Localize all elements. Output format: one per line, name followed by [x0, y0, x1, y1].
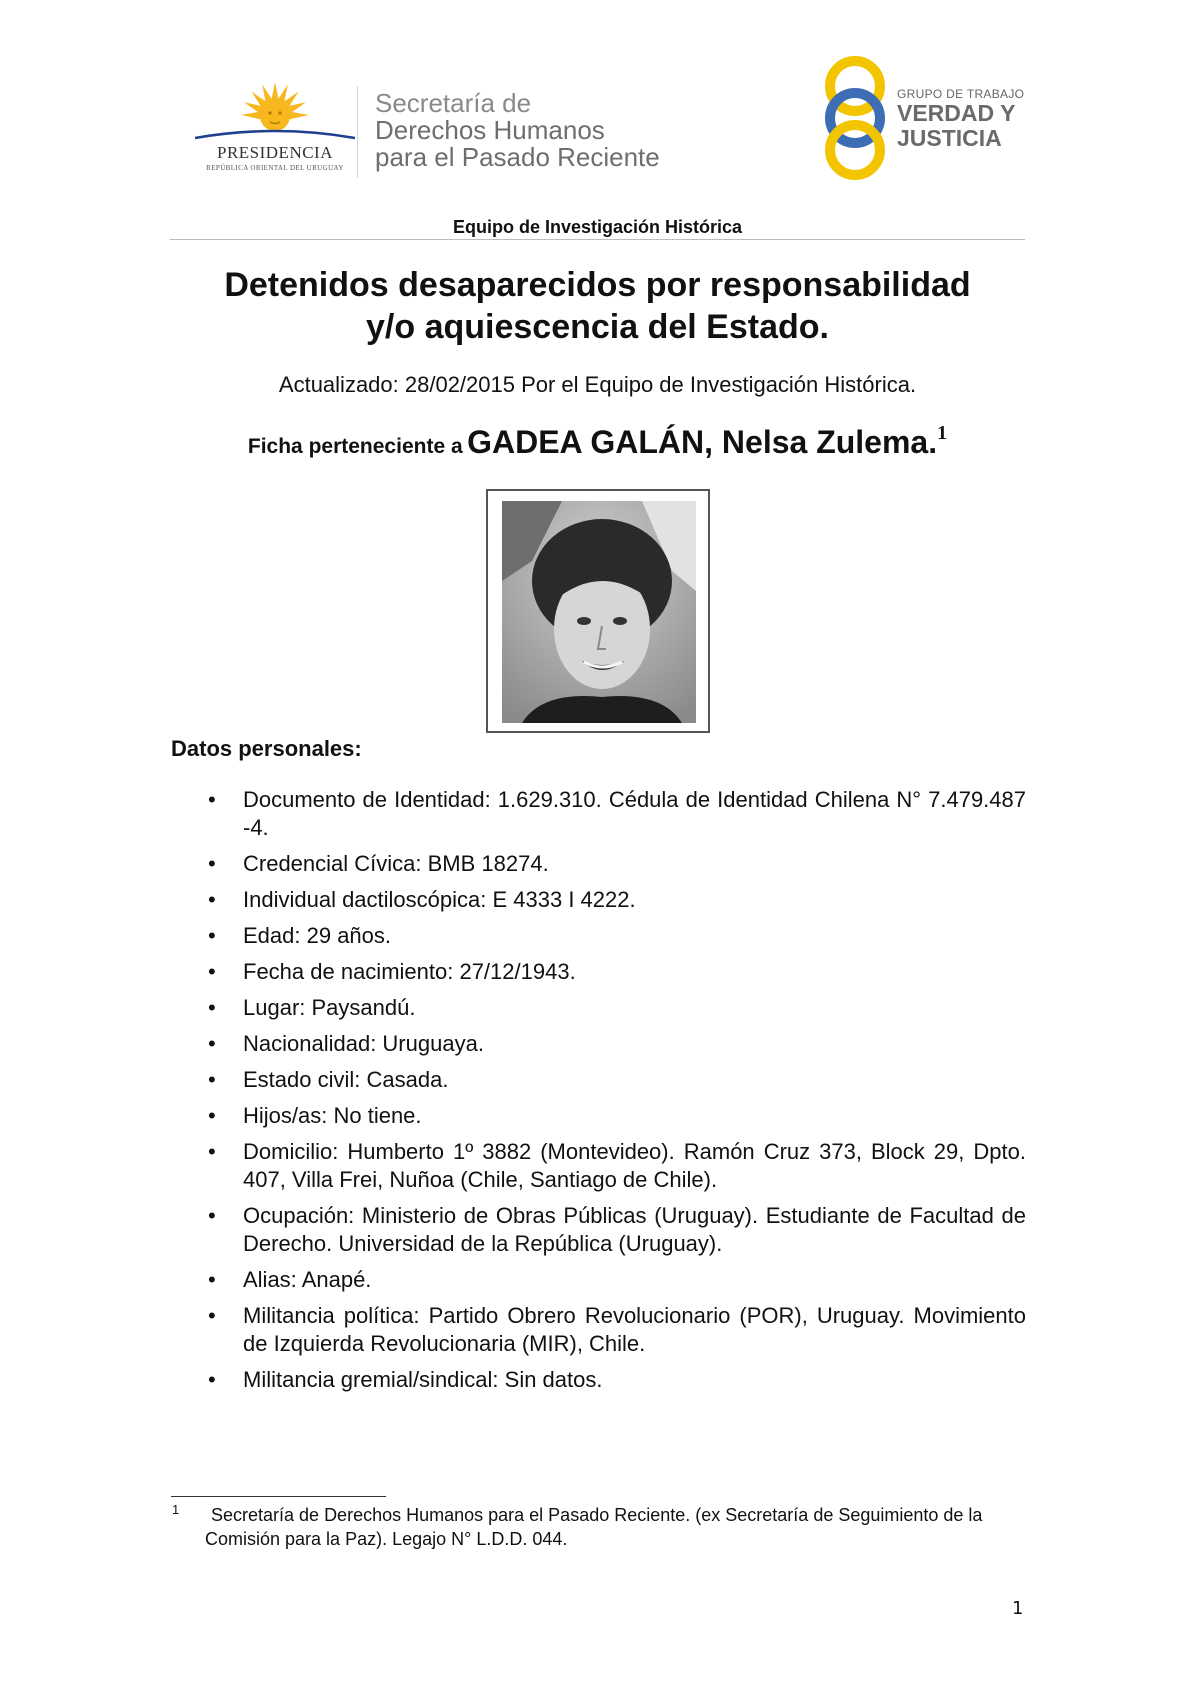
- secretaria-line-2: Derechos Humanos: [375, 115, 605, 145]
- footnote-text: Secretaría de Derechos Humanos para el Pasado Reciente. (ex Secretaría de Seguimiento de la Comisión para la Paz). Legajo N° L.D.D. 044.: [205, 1505, 983, 1549]
- grupo-line-2: VERDAD Y: [897, 100, 1016, 126]
- list-item: • Nacionalidad: Uruguaya.: [208, 1031, 484, 1056]
- bullet-icon: •: [208, 787, 216, 812]
- list-item: • Fecha de nacimiento: 27/12/1943.: [208, 959, 576, 984]
- bullet-icon: •: [208, 1203, 216, 1228]
- bullet-icon: •: [208, 1103, 216, 1128]
- footnote-rule: [171, 1496, 386, 1497]
- presidencia-subtitle: REPÚBLICA ORIENTAL DEL URUGUAY: [206, 164, 344, 172]
- running-header: Equipo de Investigación Histórica: [452, 217, 743, 237]
- portrait-photo: [502, 501, 696, 723]
- list-item: • Individual dactiloscópica: E 4333 I 4222.: [208, 887, 636, 912]
- header-rule: [170, 239, 1025, 240]
- bullet-icon: •: [208, 959, 216, 984]
- secretaria-logo-text: [375, 90, 660, 171]
- updated-line: Actualizado: 28/02/2015 Por el Equipo de Investigación Histórica.: [278, 372, 917, 397]
- ficha-line: [170, 422, 1025, 461]
- list-item: • Documento de Identidad: 1.629.310. Cédula de Identidad Chilena N° 7.479.487 -4.: [208, 787, 1026, 840]
- bullet-icon: •: [208, 1303, 216, 1328]
- bullet-icon: •: [208, 995, 216, 1020]
- datos-personales-list: [208, 786, 1026, 1402]
- presidencia-label: PRESIDENCIA: [216, 143, 333, 162]
- grupo-line-3: JUSTICIA: [897, 125, 1002, 151]
- bullet-icon: •: [208, 851, 216, 876]
- page-number: 1: [1012, 1598, 1024, 1619]
- list-item: • Militancia política: Partido Obrero Revolucionario (POR), Uruguay. Movimiento de Izquierda Revolucionaria (MIR), Chile.: [208, 1303, 1026, 1356]
- title-line-2: y/o aquiescencia del Estado.: [366, 308, 829, 346]
- ficha-prefix: Ficha perteneciente a: [247, 435, 463, 458]
- datos-personales-heading: Datos personales:: [171, 736, 362, 761]
- list-item: • Credencial Cívica: BMB 18274.: [208, 851, 549, 876]
- portrait-frame: [486, 489, 710, 733]
- logo-divider: [357, 86, 358, 178]
- list-item: • Edad: 29 años.: [208, 923, 392, 948]
- footnote-reference[interactable]: 1: [937, 422, 948, 444]
- title-line-1: Detenidos desaparecidos por responsabilidad: [224, 266, 971, 304]
- bullet-icon: •: [208, 887, 216, 912]
- ficha-name: GADEA GALÁN, Nelsa Zulema.: [467, 424, 938, 460]
- footnote-number: 1: [172, 1502, 180, 1517]
- bullet-icon: •: [208, 923, 216, 948]
- grupo-trabajo-logo-text: [897, 87, 1024, 151]
- list-item: • Lugar: Paysandú.: [208, 995, 416, 1020]
- verdad-justicia-rings-logo: [820, 56, 890, 180]
- list-item: • Hijos/as: No tiene.: [208, 1103, 422, 1128]
- document-title: [170, 264, 1025, 348]
- list-item: • Estado civil: Casada.: [208, 1067, 449, 1092]
- list-item: • Domicilio: Humberto 1º 3882 (Montevideo). Ramón Cruz 373, Block 29, Dpto. 407, Villa Frei, Nuñoa (Chile, Santiago de Chile).: [208, 1139, 1026, 1192]
- secretaria-line-3: para el Pasado Reciente: [375, 142, 660, 172]
- secretaria-line-1: Secretaría de: [375, 88, 532, 118]
- bullet-icon: •: [208, 1031, 216, 1056]
- bullet-icon: •: [208, 1367, 216, 1392]
- list-item: • Militancia gremial/sindical: Sin datos.: [208, 1367, 603, 1392]
- bullet-icon: •: [208, 1139, 216, 1164]
- bullet-icon: •: [208, 1067, 216, 1092]
- list-item: • Ocupación: Ministerio de Obras Públicas (Uruguay). Estudiante de Facultad de Derecho. Universidad de la República (Uruguay).: [208, 1203, 1026, 1256]
- list-item: • Alias: Anapé.: [208, 1267, 372, 1292]
- bullet-icon: •: [208, 1267, 216, 1292]
- grupo-line-1: GRUPO DE TRABAJO: [897, 87, 1025, 101]
